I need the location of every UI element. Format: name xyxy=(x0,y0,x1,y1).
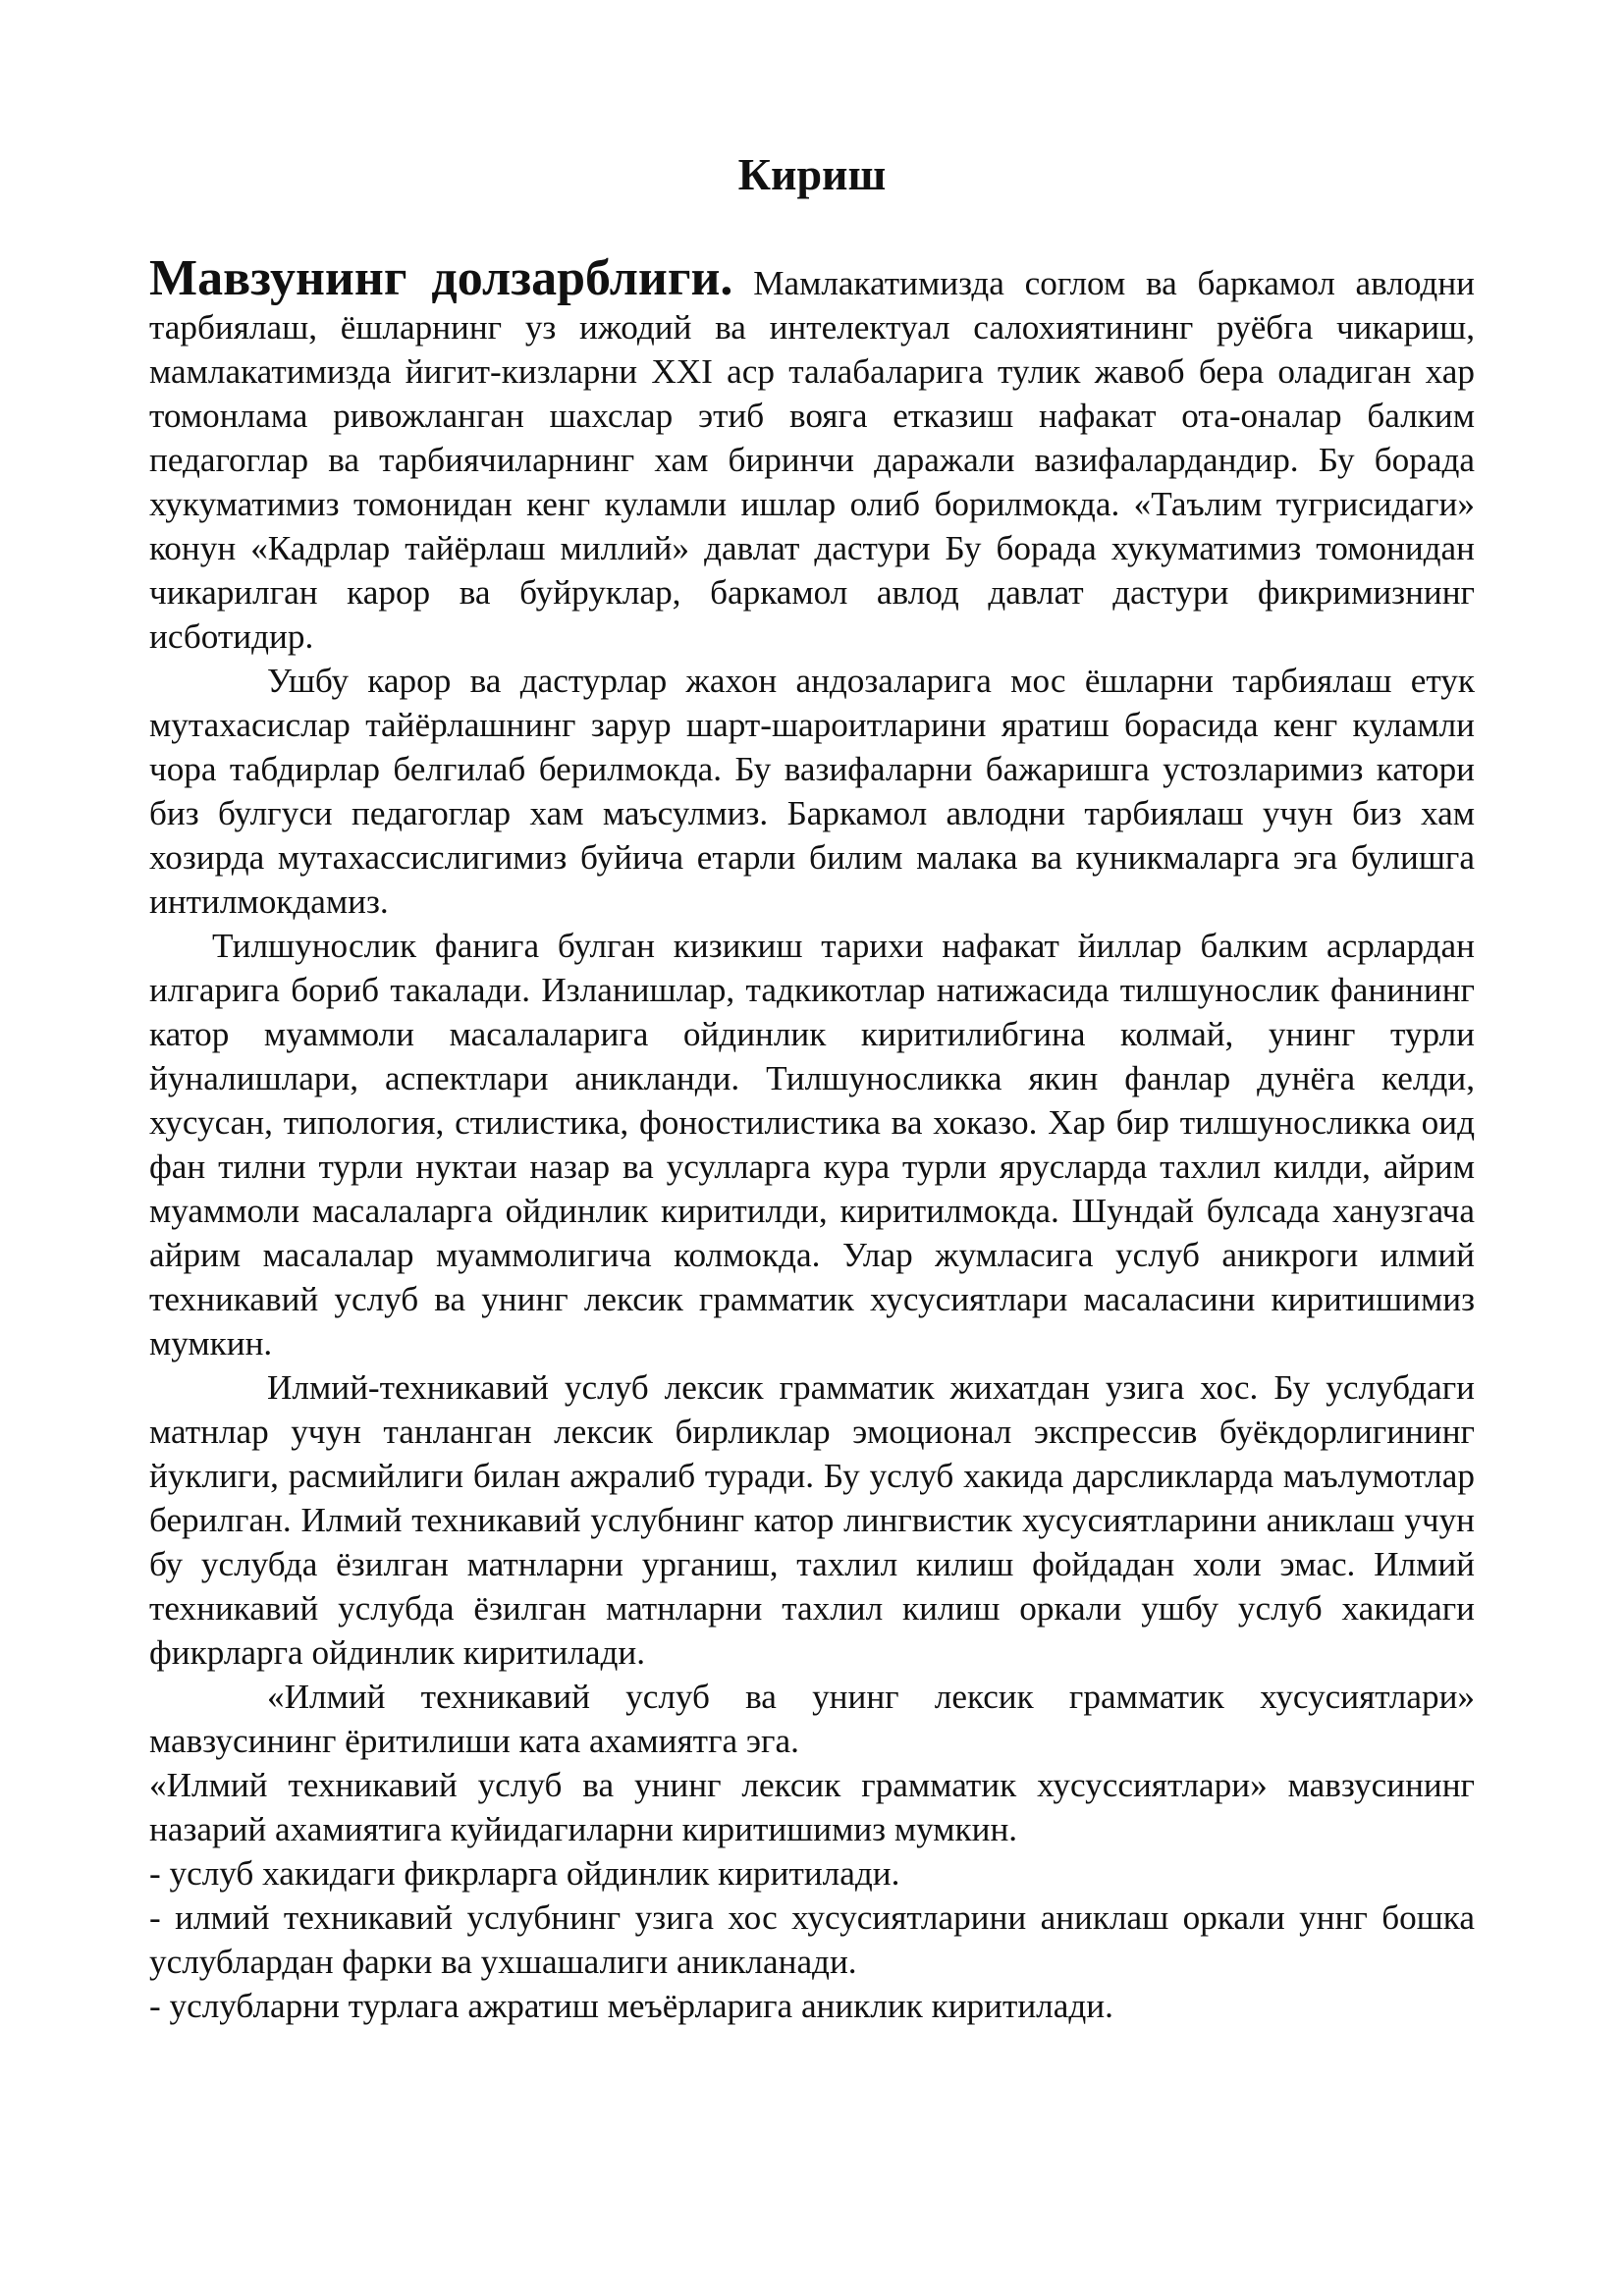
page-title: Кириш xyxy=(737,149,887,199)
list-item: - услуб хакидаги фикрларга ойдинлик киритилади. xyxy=(149,1854,900,1894)
paragraph: Ушбу карор ва дастурлар жахон андозаларига мос ёшларни тарбиялаш етук мутахасислар тайёрлашнинг зарур шарт-шароитларини яратиш борасида кенг куламли чора табдирлар белгилаб берилмокда. Бу вазифаларни бажаришга устозларимиз катори биз булгуси педагоглар хам маъсулмиз. Баркамол авлодни тарбиялаш учун биз хам хозирда мутахассислигимиз буйича етарли билим малака ва куникмаларга эга булишга интилмокдамиз. xyxy=(149,662,1475,922)
paragraph-text: Мамлакатимизда соглом ва баркамол авлодни тарбиялаш, ёшларнинг уз ижодий ва интелектуал салохиятининг руёбга чикариш, мамлакатимизда йигит-кизларни XXI аср талабаларига тулик жавоб бера оладиган хар томонлама ривожланган шахслар этиб вояга етказиш нафакат ота-оналар балким педагоглар ва тарбиячиларнинг хам биринчи даражали вазифалардандир. Бу борада хукуматимиз томонидан кенг куламли ишлар олиб борилмокда. «Таълим тугрисидаги» конун «Кадрлар тайёрлаш миллий» давлат дастури Бу борада хукуматимиз томонидан чикарилган карор ва буйруклар, баркамол авлод давлат дастури фикримизнинг исботидир. xyxy=(149,264,1475,657)
paragraph: Илмий-техникавий услуб лексик грамматик жихатдан узига хос. Бу услубдаги матнлар учун танланган лексик бирликлар эмоционал экспрессив буёкдорлигининг йуклиги, расмийлиги билан ажралиб туради. Бу услуб хакида дарсликларда маълумотлар берилган. Илмий техникавий услубнинг катор лингвистик хусусиятларини аниклаш учун бу услубда ёзилган матнларни урганиш, тахлил килиш фойдадан холи эмас. Илмий техникавий услубда ёзилган матнларни тахлил килиш оркали ушбу услуб хакидаги фикрларга ойдинлик киритилади. xyxy=(149,1368,1475,1673)
section-heading-relevance: Мавзунинг долзарблиги. xyxy=(149,250,733,307)
document-page xyxy=(149,147,1475,2028)
paragraph: Тилшунослик фанига булган кизикиш тарихи нафакат йиллар балким асрлардан илгарига бориб такалади. Изланишлар, тадкикотлар натижасида тилшунослик фанининг катор муаммоли масалаларига ойдинлик киритилибгина колмай, унинг турли йуналишлари, аспектлари аникланди. Тилшуносликка якин фанлар дунёга келди, хусусан, типология, стилистика, фоностилистика ва хоказо. Хар бир тилшуносликка оид фан тилни турли нуктаи назар ва усулларга кура турли ярусларда тахлил килди, айрим муаммоли масалаларга ойдинлик киритилди, киритилмокда. Шундай булсада ханузгача айрим масалалар муаммолигича колмокда. Улар жумласига услуб аникроги илмий техникавий услуб ва унинг лексик грамматик хусусиятлари масаласини киритишимиз мумкин. xyxy=(149,927,1475,1363)
paragraph-relevance xyxy=(149,250,1475,659)
paragraph: «Илмий техникавий услуб ва унинг лексик грамматик хусуссиятлари» мавзусининг назарий ахамиятига куйидагиларни киритишимиз мумкин. xyxy=(149,1766,1475,1849)
paragraph: «Илмий техникавий услуб ва унинг лексик грамматик хусусиятлари» мавзусининг ёритилиши ката ахамиятга эга. xyxy=(149,1678,1475,1761)
list-item: - илмий техникавий услубнинг узига хос хусусиятларини аниклаш оркали уннг бошка услублардан фарки ва ухшашалиги аникланади. xyxy=(149,1898,1475,1982)
list-item: - услубларни турлага ажратиш меъёрларига аниклик киритилади. xyxy=(149,1987,1113,2026)
